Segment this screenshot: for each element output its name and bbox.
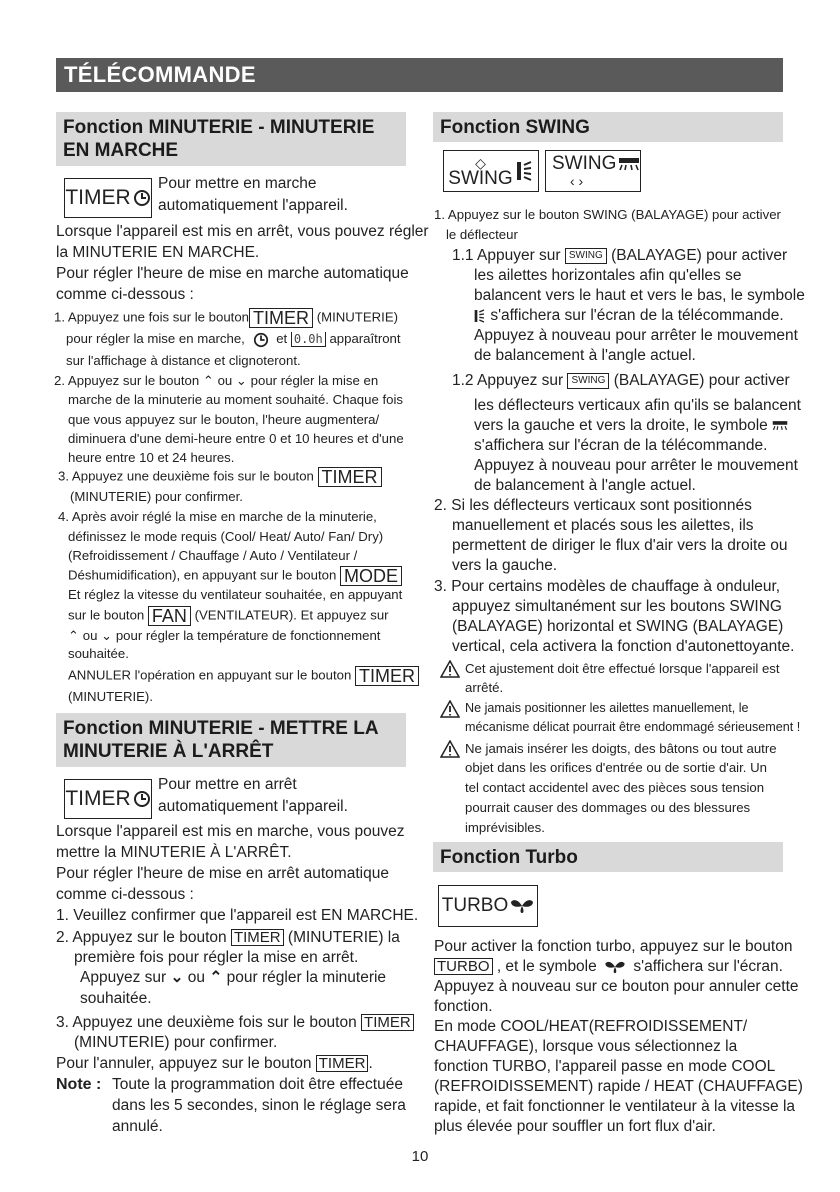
text: , et le symbole — [496, 958, 597, 975]
horizontal-louver-icon — [618, 157, 640, 171]
paragraph: Lorsque l'appareil est mis en arrêt, vous pouvez régler — [56, 223, 429, 240]
text: balancent vers le haut et vers le bas, le symbole — [474, 287, 805, 304]
text: pour régler la mise en — [250, 373, 379, 388]
timer-button-image — [64, 178, 152, 218]
left-right-arrows-icon: ‹ › — [570, 173, 584, 189]
turbo-button-label: TURBO — [441, 895, 509, 916]
step-4-mode — [68, 566, 402, 586]
text: (MINUTERIE). — [68, 689, 153, 704]
step-1-1 — [452, 246, 787, 266]
text: (BALAYAGE) pour activer — [611, 247, 788, 264]
heading-line: Fonction MINUTERIE - MINUTERIE — [63, 117, 375, 138]
desc: Pour mettre en marche — [158, 175, 317, 192]
text: le déflecteur — [446, 227, 518, 242]
text: Appuyez à nouveau pour arrêter le mouvement — [474, 457, 798, 474]
key-timer: TIMER — [249, 308, 313, 328]
text: (BALAYAGE) horizontal et SWING (BALAYAGE) — [452, 618, 784, 635]
text: pour régler la mise en marche, — [66, 331, 245, 346]
text: diminuera d'une demi-heure entre 0 et 10 heures et d'une — [68, 431, 404, 446]
text: Pour l'annuler, appuyez sur le bouton — [56, 1055, 312, 1072]
step-1 — [54, 308, 398, 328]
text: permettent de diriger le flux d'air vers la droite ou — [452, 537, 788, 554]
cancel-line — [68, 666, 419, 686]
horizontal-louver-icon — [772, 420, 788, 431]
section-heading-turbo — [433, 842, 783, 872]
heading-line: MINUTERIE À L'ARRÊT — [63, 741, 274, 762]
text: (BALAYAGE) pour activer — [613, 372, 790, 389]
timer-button-label: TIMER — [65, 186, 131, 209]
key-timer: TIMER — [318, 467, 382, 487]
text: 1. Appuyez sur le bouton SWING (BALAYAGE) pour activer — [434, 207, 781, 222]
heading-text: Fonction Turbo — [440, 847, 578, 868]
clock-icon — [253, 332, 269, 348]
key-mode: MODE — [340, 566, 402, 586]
text: sur l'affichage à distance et clignoteront. — [66, 353, 301, 368]
paragraph: comme ci-dessous : — [56, 286, 194, 303]
text: (MINUTERIE) pour confirmer. — [74, 1034, 278, 1051]
paragraph: la MINUTERIE EN MARCHE. — [56, 244, 260, 261]
text: Pour activer la fonction turbo, appuyez sur le bouton — [434, 938, 793, 955]
section-heading-swing — [433, 112, 783, 142]
step-2 — [56, 928, 400, 948]
chevron-down-icon: ⌄ — [101, 628, 113, 643]
text: les déflecteurs verticaux afin qu'ils se balancent — [474, 397, 801, 414]
key-timer: TIMER — [316, 1055, 369, 1072]
section-heading-timer-off — [56, 713, 406, 767]
swing-label: SWING — [552, 153, 617, 174]
text: imprévisibles. — [465, 820, 545, 835]
clock-icon — [133, 189, 151, 207]
text: ou — [187, 969, 206, 986]
timer-button-label: TIMER — [65, 787, 131, 810]
text: Toute la programmation doit être effectuée — [112, 1076, 403, 1093]
step-1-2-symbol — [474, 416, 788, 436]
text: de balancement à l'angle actuel. — [474, 477, 696, 494]
paragraph: Pour régler l'heure de mise en arrêt automatique — [56, 865, 389, 882]
heading-line: Fonction MINUTERIE - METTRE LA — [63, 718, 379, 739]
step-1-2 — [452, 371, 790, 391]
text: rapide, et fait fonctionner le ventilateur à la vitesse la — [434, 1098, 796, 1115]
step-2-arrows — [80, 968, 386, 988]
text: tel contact accidentel avec des pièces sous tension — [465, 780, 765, 795]
text: Appuyez à nouveau sur ce bouton pour annuler cette — [434, 978, 799, 995]
text: Appuyez à nouveau pour arrêter le mouvement — [474, 327, 798, 344]
turbo-button-image — [438, 885, 538, 927]
text: souhaitée. — [80, 990, 152, 1007]
text: (MINUTERIE) pour confirmer. — [70, 489, 243, 504]
paragraph: mettre la MINUTERIE À L'ARRÊT. — [56, 844, 292, 861]
chevron-up-icon: ⌃ — [68, 628, 80, 643]
step-3 — [56, 1013, 414, 1033]
text: appuyez simultanément sur les boutons SWING — [452, 598, 782, 615]
text: pour régler la température de fonctionnement — [115, 628, 381, 643]
note-label: Note : — [56, 1076, 102, 1093]
turbo-fan-icon — [510, 898, 534, 914]
desc: automatiquement l'appareil. — [158, 798, 348, 815]
heading-text: Fonction SWING — [440, 117, 590, 138]
text: 1.2 Appuyez sur — [452, 372, 564, 389]
turbo-fan-icon — [604, 960, 626, 974]
chevron-up-icon: ⌃ — [209, 969, 223, 986]
text: (MINUTERIE) la — [287, 929, 400, 946]
text: annulé. — [112, 1118, 163, 1135]
key-timer: TIMER — [355, 666, 419, 686]
text: 1. Appuyez une fois sur le bouton — [54, 309, 250, 325]
text: CHAUFFAGE), lorsque vous sélectionnez la — [434, 1038, 738, 1055]
key-swing-mini: SWING — [567, 373, 609, 389]
text: arrêté. — [465, 680, 504, 695]
text: ou — [217, 373, 233, 388]
timer-button-image — [64, 779, 152, 819]
text: sur le bouton — [68, 607, 145, 623]
text: objet dans les orifices d'entrée ou de sortie d'air. Un — [465, 760, 767, 775]
vertical-louver-icon — [474, 308, 486, 324]
text: que vous appuyez sur le bouton, l'heure augmentera/ — [68, 412, 380, 427]
step-1-1-symbol — [474, 306, 784, 326]
cancel-line: Pour l'annuler, appuyez sur le bouton TIMER . — [56, 1055, 373, 1073]
key-turbo: TURBO — [434, 958, 493, 975]
step-3 — [58, 467, 382, 487]
text: 4. Après avoir réglé la mise en marche de la minuterie, — [58, 509, 377, 524]
text: (REFROIDISSEMENT) rapide / HEAT (CHAUFFAGE) — [434, 1078, 803, 1095]
text: mécanisme délicat pourrait être endommagé sérieusement ! — [465, 720, 801, 734]
text: 2. Appuyez sur le bouton — [54, 373, 200, 388]
page-banner: TÉLÉCOMMANDE — [56, 58, 783, 92]
text: 1.1 Appuyer sur — [452, 247, 561, 264]
text: (VENTILATEUR). Et appuyez sur — [194, 607, 389, 623]
paragraph: 1. Veuillez confirmer que l'appareil est EN MARCHE. — [56, 907, 419, 924]
text: vertical, cela activera la fonction d'autonettoyante. — [452, 638, 795, 655]
swing-button-vertical — [545, 150, 641, 192]
text: 3. Appuyez une deuxième fois sur le bouton — [58, 468, 314, 484]
warning-icon — [440, 660, 460, 678]
paragraph: Pour régler l'heure de mise en marche automatique — [56, 265, 409, 282]
text: fonction. — [434, 998, 493, 1015]
vertical-louver-icon — [516, 160, 534, 182]
chevron-down-icon: ⌄ — [170, 969, 184, 986]
chevron-up-icon: ⌃ — [202, 373, 214, 388]
text: ou — [82, 628, 98, 643]
paragraph: comme ci-dessous : — [56, 886, 194, 903]
text: 2. Appuyez sur le bouton — [56, 929, 227, 946]
text: (MINUTERIE) — [316, 309, 399, 325]
text: s'affichera sur l'écran de la télécommande. — [490, 307, 784, 324]
heading-line: EN MARCHE — [63, 140, 179, 161]
turbo-line-2 — [434, 957, 783, 977]
warning-icon — [440, 700, 460, 718]
text: 3. Pour certains modèles de chauffage à onduleur, — [434, 578, 781, 595]
text: 2. Si les déflecteurs verticaux sont positionnés — [434, 497, 752, 514]
chevron-up-icon: ◇ — [475, 155, 486, 171]
text: souhaitée. — [68, 646, 129, 661]
display-digits-icon: 0.0h — [291, 332, 326, 347]
text: apparaîtront — [329, 331, 401, 346]
text: marche de la minuterie au moment souhaité. Chaque fois — [68, 392, 403, 407]
key-fan: FAN — [148, 606, 191, 626]
key-timer: TIMER — [231, 929, 284, 946]
text: manuellement et placés sous les ailettes, ils — [452, 517, 754, 534]
text: vers la gauche. — [452, 557, 558, 574]
text: pour régler la minuterie — [226, 969, 387, 986]
text: de balancement à l'angle actuel. — [474, 347, 696, 364]
text: fonction TURBO, l'appareil passe en mode COOL — [434, 1058, 776, 1075]
chevron-down-icon: ⌄ — [235, 373, 247, 388]
step-4-fan — [68, 606, 389, 626]
desc: Pour mettre en arrêt — [158, 776, 297, 793]
text: Déshumidification), en appuyant sur le bouton — [68, 567, 337, 583]
text: heure entre 10 et 24 heures. — [68, 450, 235, 465]
text: pourrait causer des dommages ou des blessures — [465, 800, 751, 815]
swing-label: SWING — [448, 168, 513, 189]
text: s'affichera sur l'écran. — [633, 958, 783, 975]
step-1-cont — [66, 330, 401, 348]
desc: automatiquement l'appareil. — [158, 197, 348, 214]
paragraph: Lorsque l'appareil est mis en marche, vous pouvez — [56, 823, 405, 840]
text: Cet ajustement doit être effectué lorsque l'appareil est — [465, 661, 780, 676]
text: Appuyez sur — [80, 969, 167, 986]
text: vers la gauche et vers la droite, le symbole — [474, 417, 768, 434]
text: dans les 5 secondes, sinon le réglage sera — [112, 1097, 406, 1114]
section-heading-timer-on — [56, 112, 406, 166]
step-2 — [54, 372, 378, 389]
text: et — [276, 331, 288, 346]
step-4-temp — [68, 627, 380, 644]
clock-icon — [133, 790, 151, 808]
text: première fois pour régler la mise en arrêt. — [74, 949, 359, 966]
text: définissez le mode requis (Cool/ Heat/ Auto/ Fan/ Dry) — [68, 529, 384, 544]
swing-button-horizontal — [443, 150, 539, 192]
key-swing-mini: SWING — [565, 248, 607, 264]
text: s'affichera sur l'écran de la télécommande. — [474, 437, 768, 454]
key-timer: TIMER — [361, 1014, 414, 1031]
text: Ne jamais insérer les doigts, des bâtons ou tout autre — [465, 741, 777, 756]
warning-icon — [440, 740, 460, 758]
page-number: 10 — [411, 1148, 429, 1165]
text: ANNULER l'opération en appuyant sur le bouton — [68, 667, 352, 683]
text: 3. Appuyez une deuxième fois sur le bouton — [56, 1014, 357, 1031]
text: En mode COOL/HEAT(REFROIDISSEMENT/ — [434, 1018, 748, 1035]
text: Et réglez la vitesse du ventilateur souhaitée, en appuyant — [68, 587, 403, 602]
text: les ailettes horizontales afin qu'elles se — [474, 267, 742, 284]
text: (Refroidissement / Chauffage / Auto / Ventilateur / — [68, 548, 358, 563]
text: plus élevée pour souffler un fort flux d'air. — [434, 1118, 716, 1135]
text: Ne jamais positionner les ailettes manuellement, le — [465, 701, 749, 715]
